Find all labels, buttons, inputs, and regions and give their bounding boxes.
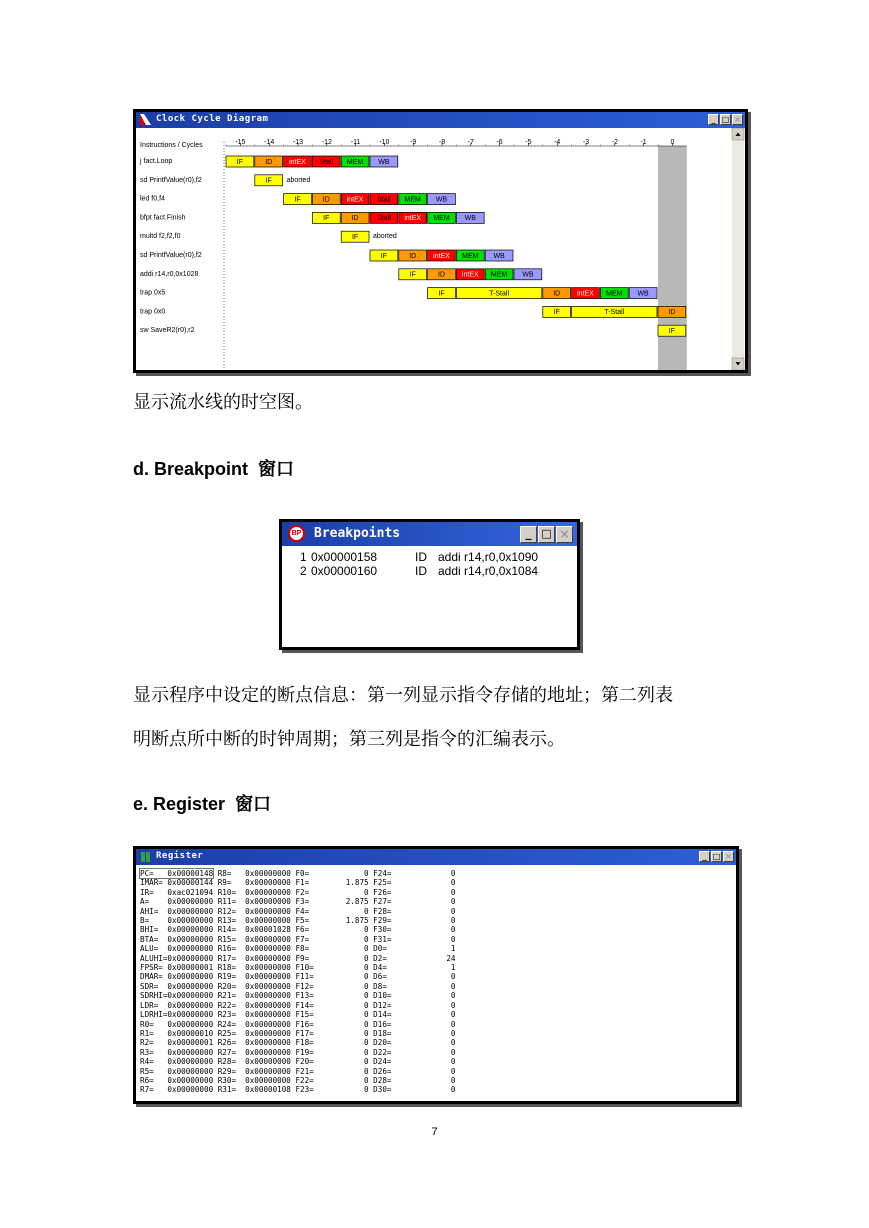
- cycle-tick-label: -12: [321, 139, 332, 146]
- register-cell[interactable]: R19= 0x00000000 F11= 0 D6= 0: [213, 972, 456, 982]
- register-cell[interactable]: BTA= 0x00000000: [140, 934, 214, 944]
- register-row: [140, 1010, 455, 1019]
- bp-title: Breakpoints: [314, 526, 401, 541]
- bp-list: [300, 550, 538, 578]
- stage-label: T-Stall: [604, 309, 625, 317]
- stage-label: intEX: [404, 215, 422, 223]
- cycle-tick-label: -5: [525, 139, 532, 146]
- register-cell[interactable]: ALUHI=0x00000000: [140, 953, 214, 963]
- stage-label: ID: [553, 290, 561, 298]
- register-row: [140, 1048, 455, 1057]
- register-cell[interactable]: R23= 0x00000000 F15= 0 D14= 0: [213, 1010, 456, 1020]
- register-cell[interactable]: R6= 0x00000000: [140, 1075, 214, 1085]
- register-cell[interactable]: R29= 0x00000000 F21= 0 D26= 0: [213, 1066, 456, 1076]
- register-row: [140, 972, 455, 981]
- register-cell[interactable]: R25= 0x00000000 F17= 0 D18= 0: [213, 1028, 456, 1038]
- stage-label: WB: [493, 252, 505, 260]
- stage-label: intEX: [577, 290, 594, 298]
- vertical-scrollbar[interactable]: [732, 128, 744, 370]
- register-cell[interactable]: LDRHI=0x00000000: [140, 1010, 214, 1020]
- bp-titlebar[interactable]: [282, 522, 577, 546]
- stage-label: MEM: [346, 158, 364, 166]
- register-row: [140, 1067, 455, 1076]
- heading-breakpoint-prefix: d. Breakpoint: [133, 459, 249, 479]
- register-cell[interactable]: R4= 0x00000000: [140, 1057, 214, 1067]
- stage-label: intEX: [289, 158, 306, 166]
- register-row: [140, 1029, 455, 1038]
- register-cell[interactable]: R17= 0x00000000 F9= 0 D2= 24: [213, 953, 456, 963]
- register-cell[interactable]: R5= 0x00000000: [140, 1066, 214, 1076]
- cycle-tick-label: -14: [264, 139, 275, 146]
- stage-label: ID: [265, 158, 273, 166]
- register-cell[interactable]: R24= 0x00000000 F16= 0 D16= 0: [213, 1019, 456, 1029]
- maximize-button[interactable]: □: [721, 115, 730, 124]
- bp-instruction: addi r14,r0,0x1090: [438, 550, 539, 564]
- register-cell[interactable]: R12= 0x00000000 F4= 0 F28= 0: [213, 906, 456, 916]
- cycle-tick-label: -3: [582, 139, 590, 146]
- register-cell[interactable]: R31= 0x00000108 F23= 0 D30= 0: [213, 1085, 456, 1095]
- register-row: [140, 1001, 455, 1010]
- register-cell[interactable]: R1= 0x00000010: [140, 1028, 214, 1038]
- register-row: [140, 925, 455, 934]
- clock-cycle-window: [133, 109, 748, 373]
- clock-app-icon: [140, 114, 151, 125]
- instruction-label[interactable]: multd f2,f2,f0: [140, 233, 181, 241]
- stage-label: MEM: [462, 252, 479, 260]
- register-row: [140, 991, 455, 1000]
- clock-cycle-chart: [136, 128, 745, 370]
- register-cell[interactable]: R22= 0x00000000 F14= 0 D12= 0: [213, 1000, 456, 1010]
- bp-icon: BP: [288, 525, 305, 542]
- stage-label: WB: [522, 271, 534, 279]
- cycle-tick-label: -13: [292, 139, 304, 146]
- stage-label: IF: [380, 252, 388, 260]
- stage-label: IF: [236, 158, 244, 166]
- register-row: [140, 982, 455, 991]
- register-cell[interactable]: DMAR= 0x00000000: [140, 972, 214, 982]
- page-number: 7: [431, 1126, 438, 1138]
- register-row: [140, 963, 455, 972]
- register-cell[interactable]: R13= 0x00000000 F5= 1.875 F29= 0: [213, 916, 456, 926]
- register-row: [140, 1076, 455, 1085]
- cycle-tick-label: -1: [640, 139, 647, 146]
- register-cell[interactable]: R0= 0x00000000: [140, 1019, 214, 1029]
- bp-address: 0x00000158: [311, 550, 378, 564]
- bp-maximize-button[interactable]: □: [538, 526, 555, 543]
- list-item[interactable]: [300, 564, 538, 578]
- register-cell[interactable]: FPSR= 0x00000001: [140, 963, 214, 973]
- heading-register: [133, 790, 271, 816]
- cycle-tick-label: -11: [350, 139, 361, 146]
- bp-index: 1: [300, 550, 307, 564]
- register-row: [140, 1038, 455, 1047]
- minimize-button[interactable]: _: [708, 114, 719, 125]
- register-window: [133, 846, 739, 1104]
- caption-bp-line2: 明断点所中断的时钟周期；第三列是指令的汇编表示。: [133, 729, 565, 750]
- stage-aborted-label: aborted: [373, 233, 397, 241]
- instruction-label[interactable]: j fact.Loop: [140, 158, 173, 165]
- register-cell[interactable]: R28= 0x00000000 F20= 0 D24= 0: [213, 1057, 456, 1067]
- stage-label: intEX: [346, 196, 364, 204]
- stage-label: IF: [553, 309, 560, 317]
- stage-label: IF: [668, 328, 676, 336]
- stage-label: MEM: [606, 290, 623, 298]
- stage-label: IF: [351, 234, 359, 242]
- stage-label: ID: [668, 309, 676, 317]
- stage-label: IF: [438, 290, 445, 298]
- instruction-label[interactable]: trap 0x5: [140, 289, 166, 297]
- register-cell[interactable]: SDR= 0x00000000: [140, 981, 214, 991]
- register-row: [140, 935, 455, 944]
- minimize-button[interactable]: _: [699, 851, 710, 862]
- instruction-label[interactable]: sw SaveR2(r0),r2: [140, 327, 195, 335]
- register-titlebar[interactable]: [136, 849, 736, 865]
- register-cell[interactable]: SDRHI=0x00000000: [140, 991, 214, 1001]
- cycle-tick-label: -8: [438, 139, 446, 146]
- register-cell[interactable]: R21= 0x00000000 F13= 0 D10= 0: [213, 991, 456, 1001]
- register-cell[interactable]: R10= 0x00000000 F2= 0 F26= 0: [213, 887, 456, 897]
- register-cell[interactable]: B= 0x00000000: [140, 916, 214, 926]
- register-cell[interactable]: R16= 0x00000000 F8= 0 D0= 1: [213, 944, 456, 954]
- instruction-label[interactable]: sd PrintfValue(r0),f2: [140, 252, 202, 259]
- bp-close-button[interactable]: ×: [556, 526, 573, 543]
- stage-label: Stall: [319, 158, 334, 166]
- stage-label: IF: [409, 271, 416, 279]
- register-cell[interactable]: R3= 0x00000000: [140, 1047, 214, 1057]
- cycle-tick-label: -15: [235, 139, 246, 146]
- stage-label: MEM: [404, 196, 421, 204]
- register-app-icon: [141, 852, 151, 862]
- cycle-tick-label: -6: [496, 139, 503, 146]
- register-row: [140, 1057, 455, 1066]
- stage-label: T-Stall: [489, 290, 510, 298]
- register-cell[interactable]: R26= 0x00000000 F18= 0 D20= 0: [213, 1038, 456, 1048]
- cycle-tick-label: -2: [611, 139, 618, 146]
- list-item[interactable]: [300, 550, 538, 564]
- heading-breakpoint-suffix: 窗口: [258, 459, 295, 480]
- stage-label: ID: [438, 271, 445, 279]
- stage-label: intEX: [461, 271, 479, 279]
- register-row: [140, 916, 455, 925]
- stage-label: WB: [378, 158, 390, 166]
- stage-label: WB: [464, 215, 476, 223]
- register-cell[interactable]: R30= 0x00000000 F22= 0 D28= 0: [213, 1075, 456, 1085]
- register-cell[interactable]: AHI= 0x00000000: [140, 906, 214, 916]
- register-row: [140, 1085, 455, 1094]
- instruction-label[interactable]: sd PrintfValue(r0),f2: [140, 176, 202, 184]
- heading-register-suffix: 窗口: [235, 794, 272, 815]
- register-row: [140, 954, 455, 963]
- register-cell[interactable]: R7= 0x00000000: [140, 1085, 214, 1095]
- register-row: [140, 869, 455, 878]
- register-cell[interactable]: ALU= 0x00000000: [140, 944, 214, 954]
- stage-aborted-label: aborted: [286, 176, 311, 184]
- register-cell[interactable]: IMAR= 0x00000144: [140, 878, 214, 888]
- register-cell[interactable]: R14= 0x00001028 F6= 0 F30= 0: [213, 925, 456, 935]
- register-cell[interactable]: R9= 0x00000000 F1= 1.875 F25= 0: [213, 878, 456, 888]
- clock-window-title: Clock Cycle Diagram: [156, 114, 269, 124]
- register-cell[interactable]: R8= 0x00000000 F0= 0 F24= 0: [213, 869, 456, 878]
- instruction-label[interactable]: led f0,f4: [140, 195, 165, 203]
- close-button[interactable]: ×: [723, 851, 734, 862]
- bp-stage: ID: [415, 564, 427, 578]
- cycle-tick-label: 0: [670, 139, 675, 146]
- instruction-label[interactable]: trap 0x0: [140, 308, 166, 316]
- stage-label: WB: [435, 196, 448, 204]
- register-cell[interactable]: R27= 0x00000000 F19= 0 D22= 0: [213, 1047, 456, 1057]
- register-cell[interactable]: PC= 0x00000148: [140, 869, 214, 878]
- register-list: [140, 869, 455, 1095]
- register-cell[interactable]: A= 0x00000000: [140, 897, 214, 907]
- maximize-button[interactable]: □: [712, 852, 721, 861]
- register-cell[interactable]: R18= 0x00000000 F10= 0 D4= 1: [213, 963, 456, 973]
- register-title: Register: [156, 851, 204, 861]
- stage-label: ID: [322, 196, 330, 204]
- register-cell[interactable]: R20= 0x00000000 F12= 0 D8= 0: [213, 981, 456, 991]
- bp-instruction: addi r14,r0,0x1084: [438, 564, 539, 578]
- register-row: [140, 878, 455, 887]
- register-cell[interactable]: BHI= 0x00000000: [140, 925, 214, 935]
- stage-label: ID: [409, 252, 417, 260]
- stage-label: ID: [351, 215, 359, 223]
- stage-label: IF: [265, 177, 272, 185]
- register-row: [140, 944, 455, 953]
- bp-index: 2: [300, 564, 307, 578]
- register-cell[interactable]: LDR= 0x00000000: [140, 1000, 214, 1010]
- stage-label: IF: [294, 196, 301, 204]
- chart-header-label: Instructions / Cycles: [140, 142, 203, 149]
- stage-label: intEX: [433, 252, 450, 260]
- cycle-tick-label: -4: [554, 139, 561, 146]
- register-row: [140, 907, 455, 916]
- bp-minimize-button[interactable]: _: [520, 526, 537, 543]
- cycle-tick-label: -7: [467, 139, 474, 146]
- heading-breakpoint: [133, 455, 294, 481]
- register-row: [140, 1020, 455, 1029]
- register-row: [140, 888, 455, 897]
- instruction-label[interactable]: bfpt fact.Finish: [140, 214, 186, 222]
- stage-label: Stall: [377, 196, 391, 204]
- stage-label: WB: [637, 290, 649, 298]
- stage-label: MEM: [490, 271, 508, 279]
- cycle-tick-label: -10: [379, 139, 390, 146]
- close-button[interactable]: ×: [732, 114, 743, 125]
- register-cell[interactable]: R15= 0x00000000 F7= 0 F31= 0: [213, 934, 456, 944]
- stage-label: MEM: [433, 215, 450, 223]
- caption-bp-line1: 显示程序中设定的断点信息：第一列显示指令存储的地址；第二列表: [133, 685, 673, 706]
- bp-stage: ID: [415, 550, 427, 564]
- clock-window-titlebar[interactable]: [136, 112, 745, 128]
- register-row: [140, 897, 455, 906]
- heading-register-prefix: e. Register: [133, 794, 226, 814]
- stage-label: Stall: [377, 215, 391, 223]
- bp-address: 0x00000160: [311, 564, 378, 578]
- register-cell[interactable]: R11= 0x00000000 F3= 2.875 F27= 0: [213, 897, 456, 907]
- caption-clock: 显示流水线的时空图。: [133, 392, 313, 413]
- stage-label: IF: [323, 215, 330, 223]
- instruction-label[interactable]: addi r14,r0,0x1028: [140, 270, 199, 278]
- register-cell[interactable]: R2= 0x00000001: [140, 1038, 214, 1048]
- register-cell[interactable]: IR= 0xac021094: [140, 887, 214, 897]
- breakpoints-window: [279, 519, 580, 650]
- cycle-tick-label: -9: [410, 139, 417, 146]
